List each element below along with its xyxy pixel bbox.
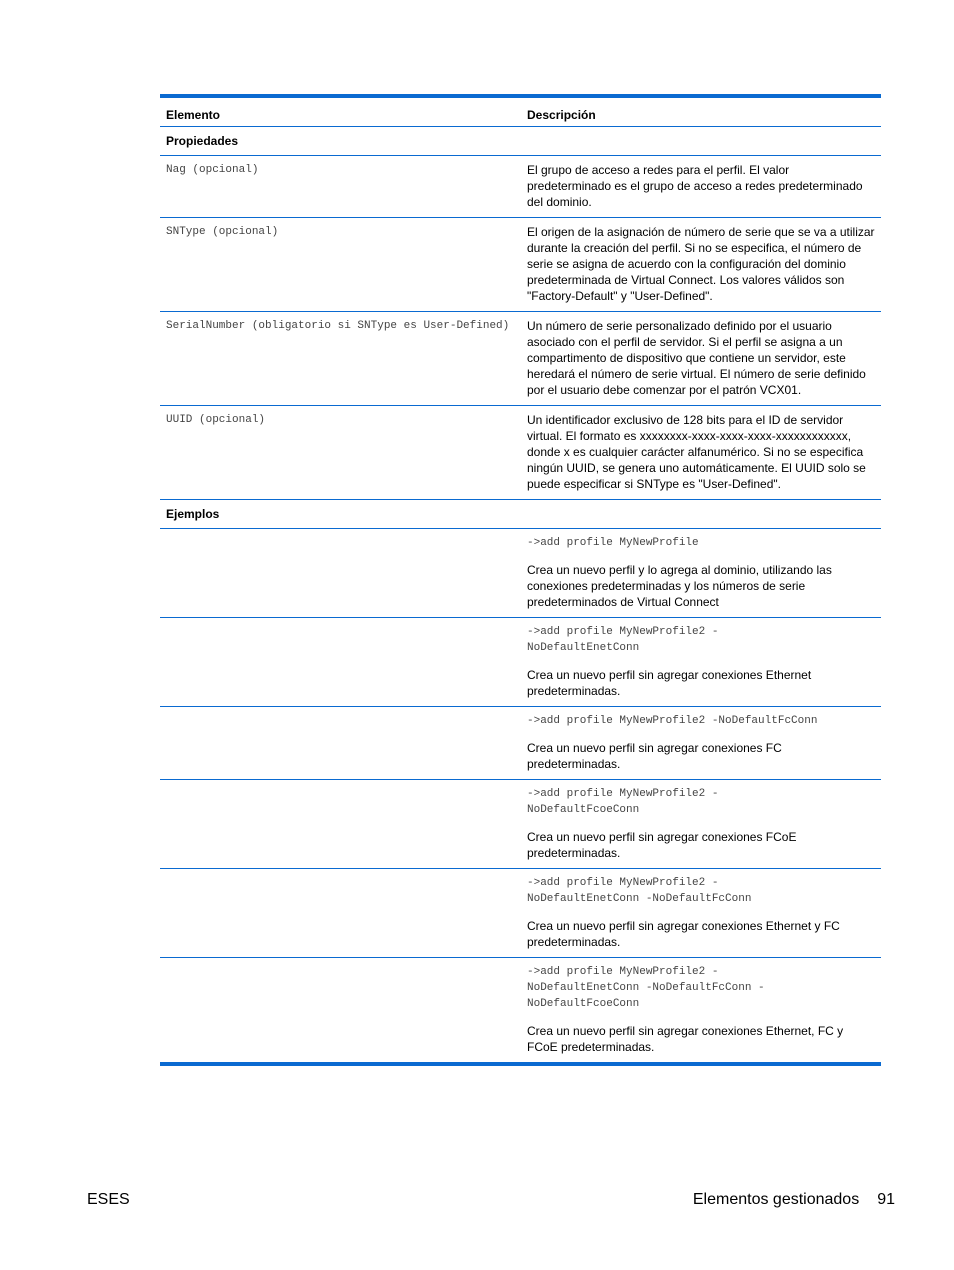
property-description: El grupo de acceso a redes para el perfil. El valor predeterminado es el grupo de acceso a redes predeterminado del dominio.	[527, 162, 863, 209]
footer-section-title: Elementos gestionados	[692, 1191, 860, 1208]
property-name: Nag (opcional)	[166, 163, 259, 176]
section-row-properties	[160, 126, 881, 155]
example-command: ->add profile MyNewProfile2 - NoDefaultEnetConn -NoDefaultFcConn	[527, 876, 752, 905]
example-row	[160, 528, 881, 617]
table-header-row	[160, 96, 881, 126]
table-row	[160, 311, 881, 405]
header-element: Elemento	[166, 108, 221, 122]
table-row	[160, 155, 881, 217]
example-command: ->add profile MyNewProfile2 - NoDefaultFcoeConn	[527, 787, 719, 816]
properties-table	[160, 94, 881, 1066]
example-command: ->add profile MyNewProfile2 - NoDefaultEnetConn	[527, 625, 719, 654]
property-name: SNType (opcional)	[166, 225, 279, 238]
example-row	[160, 868, 881, 957]
example-row	[160, 617, 881, 706]
example-description: Crea un nuevo perfil sin agregar conexiones Ethernet y FC predeterminadas.	[527, 918, 840, 949]
example-command: ->add profile MyNewProfile2 -NoDefaultFcConn	[527, 714, 818, 727]
section-label: Ejemplos	[166, 506, 220, 521]
property-description: El origen de la asignación de número de serie que se va a utilizar durante la creación del perfil. Si no se especifica, el número de serie se asigna de acuerdo con la configuración del dominio predeterminada de Virtual Connect. Los valores válidos son "Factory-Default" y "User-Defined".	[527, 224, 875, 303]
header-description: Descripción	[527, 108, 596, 122]
example-row	[160, 779, 881, 868]
property-name: SerialNumber (obligatorio si SNType es User-Defined)	[166, 319, 510, 332]
property-name: UUID (opcional)	[166, 413, 266, 426]
table-row	[160, 405, 881, 499]
section-label: Propiedades	[166, 133, 239, 148]
footer-page-info	[693, 1191, 895, 1209]
footer-locale: ESES	[87, 1191, 130, 1208]
example-command: ->add profile MyNewProfile2 - NoDefaultEnetConn -NoDefaultFcConn - NoDefaultFcoeConn	[527, 965, 765, 1010]
example-description: Crea un nuevo perfil y lo agrega al dominio, utilizando las conexiones predeterminadas y los números de serie predeterminados de Virtual Connect	[527, 562, 832, 609]
example-description: Crea un nuevo perfil sin agregar conexiones Ethernet predeterminadas.	[527, 667, 812, 698]
example-description: Crea un nuevo perfil sin agregar conexiones Ethernet, FC y FCoE predeterminadas.	[527, 1023, 844, 1054]
example-command: ->add profile MyNewProfile	[527, 536, 699, 549]
property-description: Un identificador exclusivo de 128 bits para el ID de servidor virtual. El formato es xxxxxxxx-xxxx-xxxx-xxxx-xxxxxxxxxxxx, donde x es cualquier carácter alfanumérico. Si no se especifica ningún UUID, se genera uno automáticamente. El UUID solo se puede especificar si SNType es "User-Defined".	[527, 412, 866, 491]
example-row	[160, 957, 881, 1064]
section-row-examples	[160, 499, 881, 528]
property-description: Un número de serie personalizado definido por el usuario asociado con el perfil de servidor. Si el perfil se asigna a un compartimento de dispositivo que contiene un servidor, este heredará el número de serie virtual. El número de serie definido por el usuario debe comenzar por el patrón VCX01.	[527, 318, 866, 397]
example-row	[160, 706, 881, 779]
example-description: Crea un nuevo perfil sin agregar conexiones FCoE predeterminadas.	[527, 829, 797, 860]
table-row	[160, 217, 881, 311]
page-number: 91	[877, 1191, 895, 1208]
example-description: Crea un nuevo perfil sin agregar conexiones FC predeterminadas.	[527, 740, 782, 771]
